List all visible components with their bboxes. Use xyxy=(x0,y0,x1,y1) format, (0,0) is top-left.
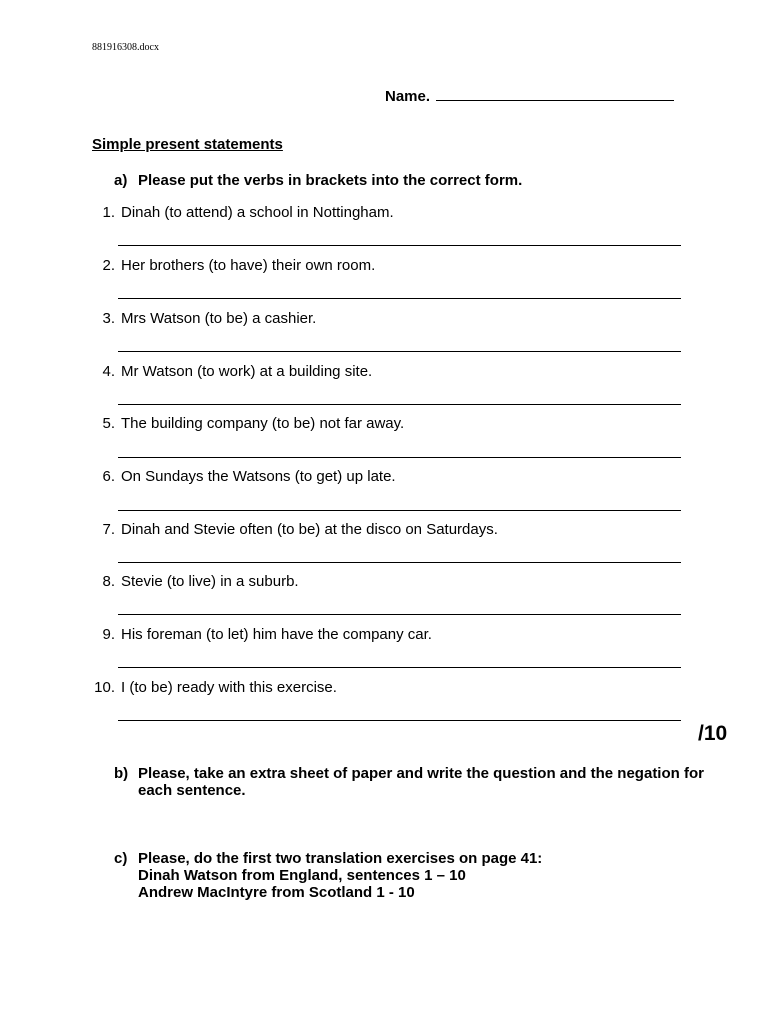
task-c-heading xyxy=(114,850,734,867)
item-sentence: Mr Watson (to work) at a building site. xyxy=(121,363,373,380)
task-a-letter: a) xyxy=(114,172,128,189)
item-number: 10. xyxy=(94,679,115,696)
exercise-item xyxy=(88,573,299,590)
answer-line xyxy=(118,720,681,721)
item-sentence: Dinah (to attend) a school in Nottingham. xyxy=(121,204,394,221)
answer-line xyxy=(118,510,681,511)
item-sentence: Mrs Watson (to be) a cashier. xyxy=(121,310,317,327)
task-b-heading xyxy=(114,765,734,799)
answer-line xyxy=(118,457,681,458)
answer-line xyxy=(118,351,681,352)
item-sentence: On Sundays the Watsons (to get) up late. xyxy=(121,468,396,485)
item-number: 2. xyxy=(102,257,115,274)
item-number: 4. xyxy=(102,363,115,380)
item-number: 9. xyxy=(102,626,115,643)
exercise-item xyxy=(88,626,432,643)
worksheet-title: Simple present statements xyxy=(92,136,283,153)
task-a-instruction: Please put the verbs in brackets into the correct form. xyxy=(138,172,523,189)
task-c-instruction: Please, do the first two translation exercises on page 41: xyxy=(138,850,543,867)
item-sentence: Dinah and Stevie often (to be) at the disco on Saturdays. xyxy=(121,521,498,538)
item-sentence: Stevie (to live) in a suburb. xyxy=(121,573,299,590)
task-a-heading xyxy=(114,172,734,189)
task-c-line-2: Dinah Watson from England, sentences 1 – 10 xyxy=(138,867,466,884)
name-field xyxy=(385,86,674,105)
exercise-item xyxy=(88,468,396,485)
exercise-item xyxy=(88,310,316,327)
score-total: /10 xyxy=(698,722,728,745)
exercise-item xyxy=(88,679,337,696)
task-c-line-3: Andrew MacIntyre from Scotland 1 - 10 xyxy=(138,884,415,901)
answer-line xyxy=(118,614,681,615)
exercise-item xyxy=(88,257,375,274)
exercise-item xyxy=(88,415,404,432)
name-label: Name. xyxy=(385,88,431,105)
item-number: 8. xyxy=(102,573,115,590)
answer-line xyxy=(118,404,681,405)
item-number: 1. xyxy=(102,204,115,221)
item-sentence: Her brothers (to have) their own room. xyxy=(121,257,376,274)
answer-line xyxy=(118,298,681,299)
exercise-item xyxy=(88,521,498,538)
answer-line xyxy=(118,562,681,563)
task-b-instruction: Please, take an extra sheet of paper and write the question and the negation for each sentence. xyxy=(138,765,704,799)
exercise-item xyxy=(88,204,394,221)
item-number: 6. xyxy=(102,468,115,485)
item-sentence: His foreman (to let) him have the company car. xyxy=(121,626,432,643)
item-number: 5. xyxy=(102,415,115,432)
document-filename: 881916308.docx xyxy=(92,42,159,53)
exercise-item xyxy=(88,363,372,380)
item-number: 3. xyxy=(102,310,115,327)
answer-line xyxy=(118,667,681,668)
name-blank-line xyxy=(436,86,674,101)
item-sentence: I (to be) ready with this exercise. xyxy=(121,679,337,696)
item-number: 7. xyxy=(102,521,115,538)
item-sentence: The building company (to be) not far away. xyxy=(121,415,405,432)
answer-line xyxy=(118,245,681,246)
task-c-letter: c) xyxy=(114,850,128,867)
task-b-letter: b) xyxy=(114,765,129,782)
